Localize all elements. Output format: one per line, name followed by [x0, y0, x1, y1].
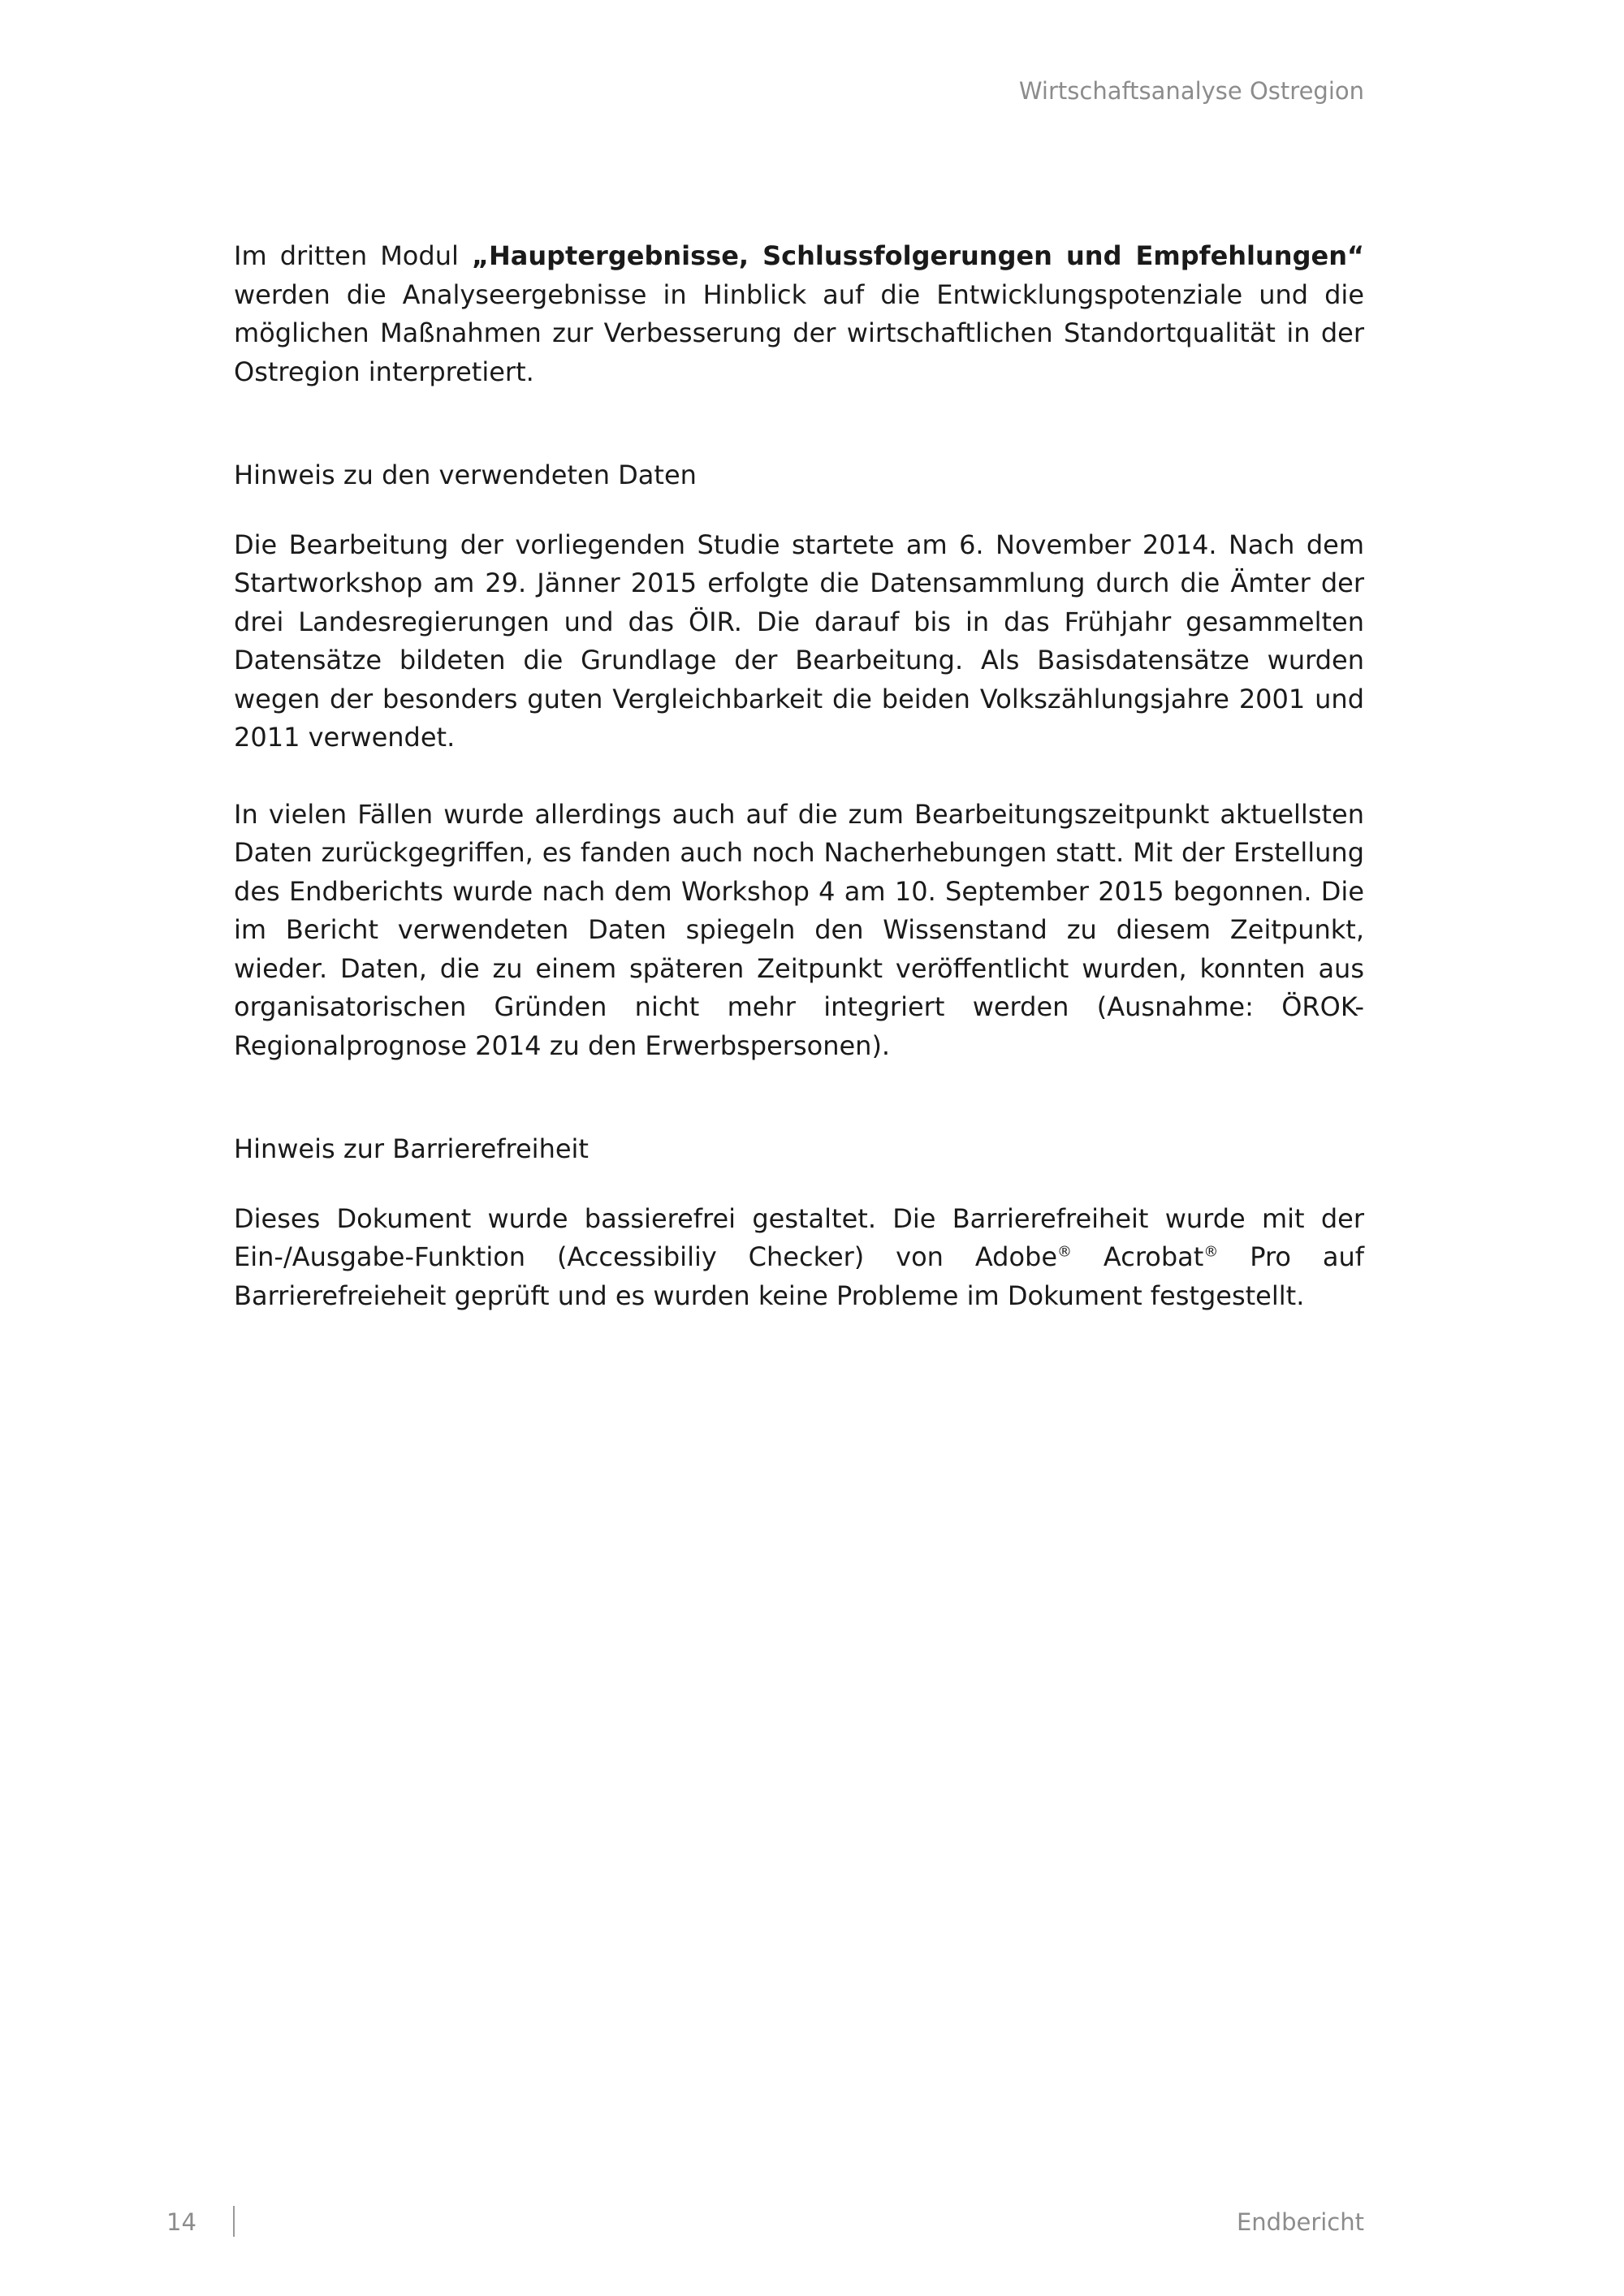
module-title-emphasis: „Hauptergebnisse, Schlussfolgerungen und Empfehlungen“ [471, 240, 1364, 271]
accessibility-text-part-2: Acrobat [1072, 1241, 1204, 1272]
data-notice-paragraph-1: Die Bearbeitung der vorliegenden Studie startete am 6. November 2014. Nach dem Startworkshop am 29. Jänner 2015 erfolgte die Datensammlung durch die Ämter der drei Landesregierungen und das ÖIR. Die darauf bis in das Frühjahr gesammelten Datensätze bildeten die Grundlage der Bearbeitung. Als Basisdatensätze wurden wegen der besonders guten Vergleichbarkeit die beiden Volkszählungsjahre 2001 und 2011 verwendet. [234, 529, 1364, 753]
page-number: 14 [166, 2208, 197, 2236]
accessibility-text-part-3: Pro auf Barrierefreieheit geprüft und es wurden keine Probleme im Dokument festgestellt. [234, 1241, 1365, 1311]
footer-divider [233, 2206, 235, 2237]
running-header-title: Wirtschaftsanalyse Ostregion [1018, 77, 1364, 105]
accessibility-text-part-1: Dieses Dokument wurde bassierefrei gestaltet. Die Barrierefreiheit wurde mit der Ein-/Ausgabe-Funktion (Accessibiliy Checker) von Adobe [234, 1202, 1364, 1272]
intro-paragraph [234, 237, 1364, 391]
data-notice-paragraph-2: In vielen Fällen wurde allerdings auch auf die zum Bearbeitungszeitpunkt aktuellsten Daten zurückgegriffen, es fanden auch noch Nacherhebungen statt. Mit der Erstellung des Endberichts wurde nach dem Workshop 4 am 10. September 2015 begonnen. Die im Bericht verwendeten Daten spiegeln den Wissenstand zu diesem Zeitpunkt, wieder. Daten, die zu einem späteren Zeitpunkt veröffentlicht wurden, konnten aus organisatorischen Gründen nicht mehr integriert werden (Ausnahme: ÖROK-Regionalprognose 2014 zu den Erwerbspersonen). [234, 798, 1364, 1061]
footer-document-label: Endbericht [1236, 2208, 1364, 2236]
accessibility-notice-heading: Hinweis zur Barrierefreiheit [234, 1133, 589, 1164]
registered-mark-adobe: ® [1057, 1243, 1073, 1261]
main-content [234, 237, 1364, 1315]
accessibility-notice-paragraph [234, 1200, 1364, 1316]
intro-prefix: Im dritten Modul [234, 240, 472, 271]
data-notice-heading: Hinweis zu den verwendeten Daten [234, 460, 697, 490]
intro-suffix: werden die Analyseergebnisse in Hinblick auf die Entwicklungspotenziale und die möglichen Maßnahmen zur Verbesserung der wirtschaftlichen Standortqualität in der Ostregion interpretiert. [234, 278, 1364, 387]
registered-mark-acrobat: ® [1203, 1243, 1219, 1261]
